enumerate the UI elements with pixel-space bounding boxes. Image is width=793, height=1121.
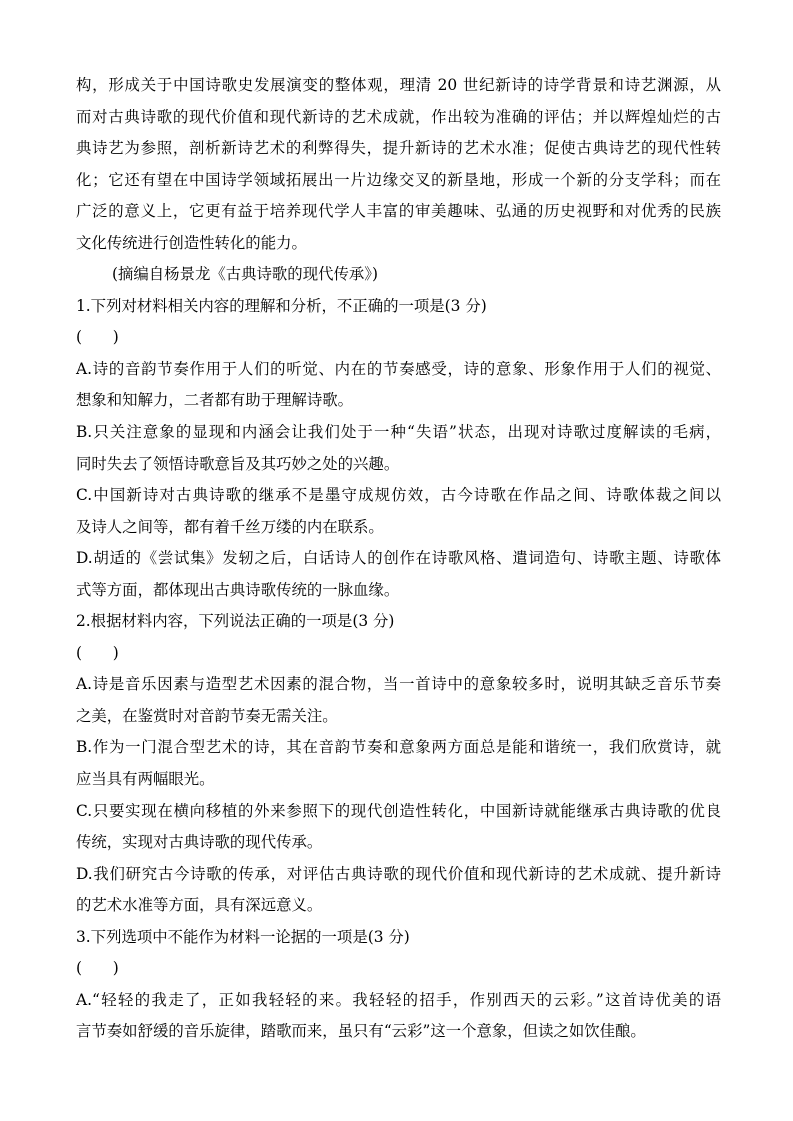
option-d-line: D.胡适的《尝试集》发轫之后，白话诗人的创作在诗歌风格、遣词造句、诗歌主题、诗歌体 (76, 549, 721, 568)
option-b-line: B.只关注意象的显现和内涵会让我们处于一种“失语”状态，出现对诗歌过度解读的毛病， (76, 423, 721, 442)
option-a-line: A.诗是音乐因素与造型艺术因素的混合物，当一首诗中的意象较多时，说明其缺乏音乐节奏 (76, 675, 721, 694)
option-d-line: D.我们研究古今诗歌的传承，对评估古典诗歌的现代价值和现代新诗的艺术成就、提升新诗 (76, 864, 721, 883)
question-stem: 3.下列选项中不能作为材料一论据的一项是(3 分) (76, 927, 410, 946)
passage-line: 构，形成关于中国诗歌史发展演变的整体观，理清 20 世纪新诗的诗学背景和诗艺渊源，从 (76, 76, 721, 94)
source-citation: (摘编自杨景龙《古典诗歌的现代传承》) (112, 265, 378, 284)
question-3 (76, 922, 721, 1048)
question-2 (76, 606, 721, 921)
question-stem: 1.下列对材料相关内容的理解和分析，不正确的一项是(3 分) (76, 296, 487, 315)
answer-blank: ( ) (76, 328, 119, 347)
option-a-line: 言节奏如舒缓的音乐旋律，踏歌而来，虽只有“云彩”这一个意象，但读之如饮佳酿。 (76, 1022, 646, 1041)
option-b-line: 应当具有两幅眼光。 (76, 770, 215, 789)
option-d-line: 的艺术水准等方面，具有深远意义。 (76, 896, 323, 915)
option-c-line: C.只要实现在横向移植的外来参照下的现代创造性转化，中国新诗就能继承古典诗歌的优良 (76, 801, 721, 820)
passage-line: 而对古典诗歌的现代价值和现代新诗的艺术成就，作出较为准确的评估；并以辉煌灿烂的古 (76, 107, 721, 126)
question-1 (76, 291, 721, 606)
option-d-line: 式等方面，都体现出古典诗歌传统的一脉血缘。 (76, 580, 400, 599)
option-c-line: 及诗人之间等，都有着千丝万缕的内在联系。 (76, 517, 384, 536)
option-a-line: 想象和知解力，二者都有助于理解诗歌。 (76, 391, 354, 410)
document-page (76, 70, 721, 1048)
option-a-line: 之美，在鉴赏时对音韵节奏无需关注。 (76, 706, 338, 725)
option-c-line: 传统，实现对古典诗歌的现代传承。 (76, 833, 323, 852)
option-a-line: A.诗的音韵节奏作用于人们的听觉、内在的节奏感受，诗的意象、形象作用于人们的视觉、 (76, 359, 721, 378)
passage-line: 文化传统进行创造性转化的能力。 (76, 233, 307, 252)
answer-blank: ( ) (76, 959, 119, 978)
passage-line: 典诗艺为参照，剖析新诗艺术的利弊得失，提升新诗的艺术水准；促使古典诗艺的现代性转 (76, 139, 721, 158)
option-a-line: A.“轻轻的我走了，正如我轻轻的来。我轻轻的招手，作别西天的云彩。”这首诗优美的语 (76, 990, 721, 1009)
option-b-line: B.作为一门混合型艺术的诗，其在音韵节奏和意象两方面总是能和谐统一，我们欣赏诗，就 (76, 738, 721, 757)
question-stem: 2.根据材料内容，下列说法正确的一项是(3 分) (76, 612, 395, 631)
passage-paragraph (76, 70, 721, 259)
option-b-line: 同时失去了领悟诗歌意旨及其巧妙之处的兴趣。 (76, 454, 400, 473)
passage-line: 广泛的意义上，它更有益于培养现代学人丰富的审美趣味、弘通的历史视野和对优秀的民族 (76, 202, 721, 221)
option-c-line: C.中国新诗对古典诗歌的继承不是墨守成规仿效，古今诗歌在作品之间、诗歌体裁之间以 (76, 486, 721, 505)
passage-line: 化；它还有望在中国诗学领域拓展出一片边缘交叉的新垦地，形成一个新的分支学科；而在 (76, 170, 721, 189)
answer-blank: ( ) (76, 643, 119, 662)
